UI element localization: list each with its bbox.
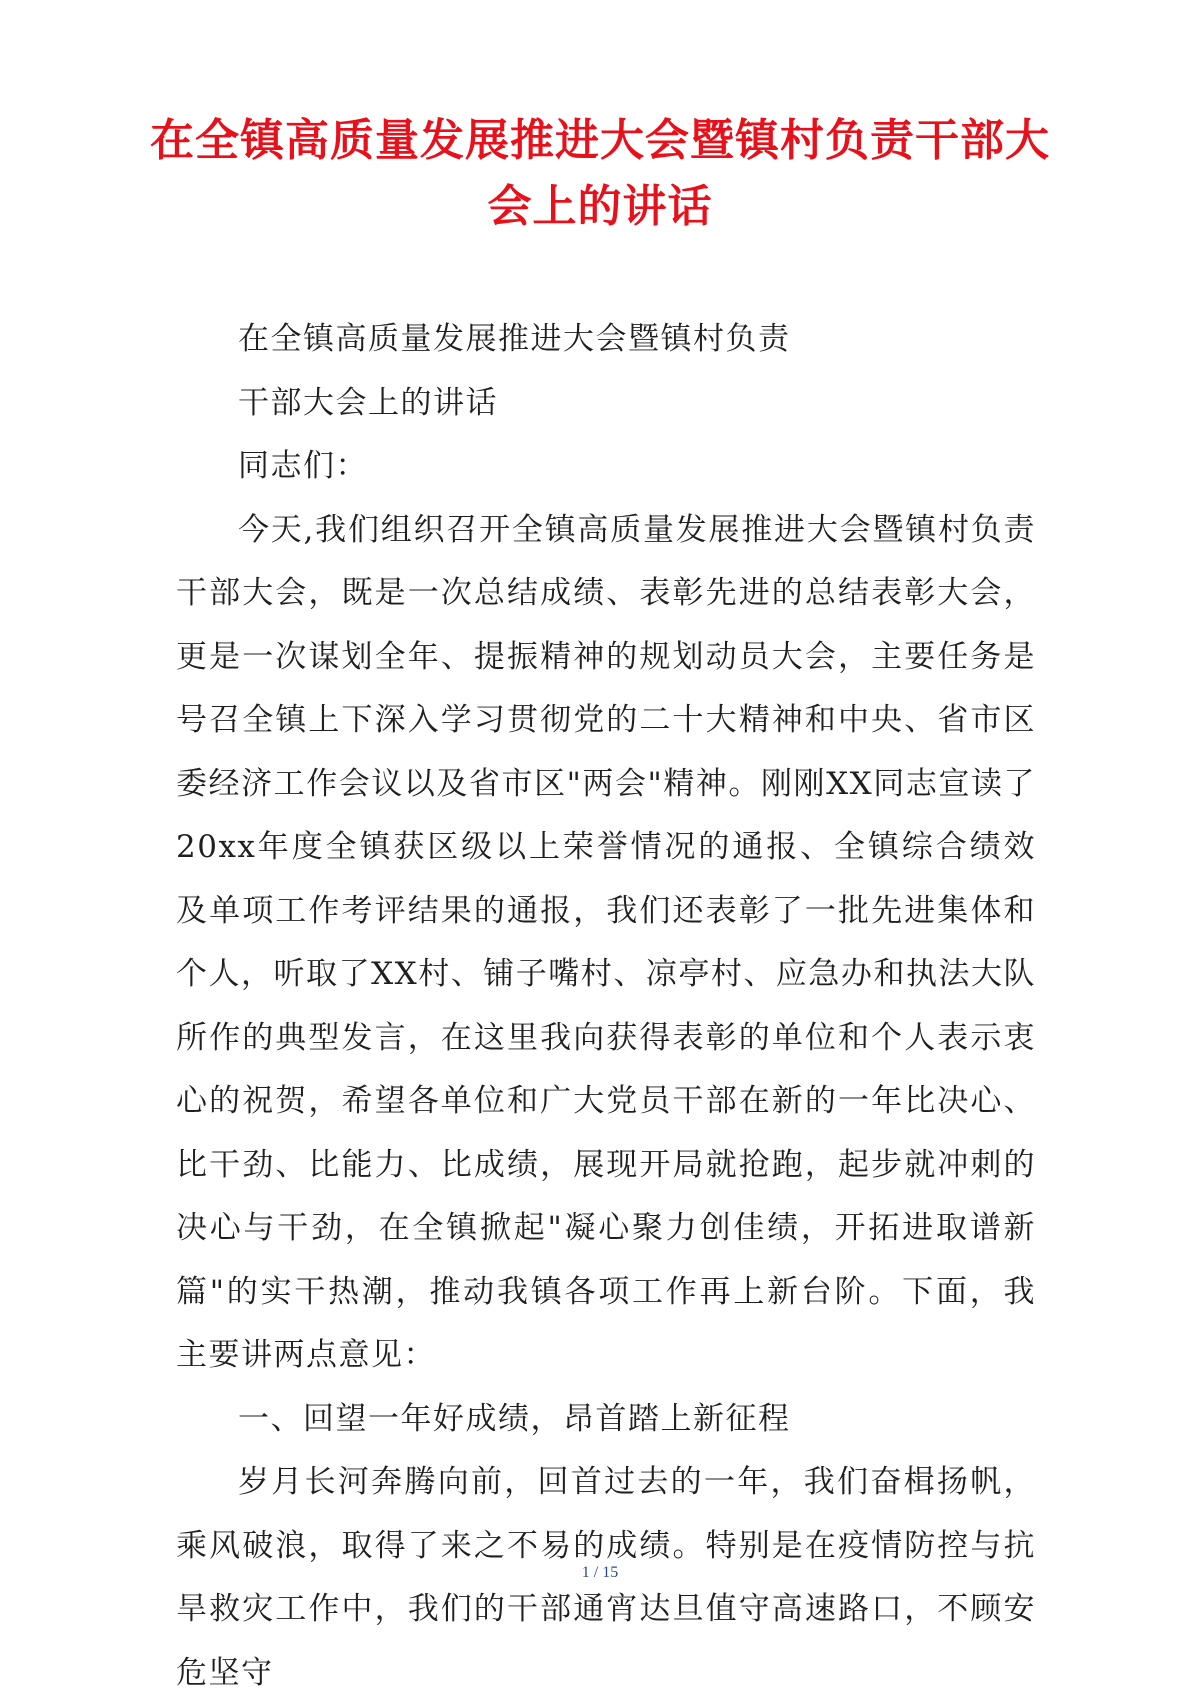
body-paragraph: 在全镇高质量发展推进大会暨镇村负责 <box>238 321 791 357</box>
body-paragraph: 今天,我们组织召开全镇高质量发展推进大会暨镇村负责干部大会，既是一次总结成绩、表彰先进的总结表彰大会，更是一次谋划全年、提振精神的规划动员大会，主要任务是号召全镇上下深入学习贯彻党的二十大精神和中央、省市区委经济工作会议以及省市区"两会"精神。刚刚XX同志宣读了20xx年度全镇获区级以上荣誉情况的通报、全镇综合绩效及单项工作考评结果的通报，我们还表彰了一批先进集体和个人，听取了XX村、铺子嘴村、凉亭村、应急办和执法大队所作的典型发言，在这里我向获得表彰的单位和个人表示衷心的祝贺，希望各单位和广大党员干部在新的一年比决心、比干劲、比能力、比成绩，展现开局就抢跑，起步就冲刺的决心与干劲，在全镇掀起"凝心聚力创佳绩，开拓进取谱新篇"的实干热潮，推动我镇各项工作再上新台阶。下面，我主要讲两点意见： <box>176 511 1036 1373</box>
salutation: 同志们： <box>238 448 368 484</box>
document-body <box>176 308 1036 1705</box>
body-paragraph: 干部大会上的讲话 <box>238 384 498 421</box>
section-heading: 一、回望一年好成绩，昂首踏上新征程 <box>238 1400 791 1437</box>
document-title: 在全镇高质量发展推进大会暨镇村负责干部大会上的讲话 <box>150 115 1050 232</box>
body-paragraph: 岁月长河奔腾向前，回首过去的一年，我们奋楫扬帆，乘风破浪，取得了来之不易的成绩。特别是在疫情防控与抗旱救灾工作中，我们的干部通宵达旦值守高速路口，不顾安危坚守 <box>176 1464 1036 1691</box>
page-number: 1 / 15 <box>581 1564 619 1581</box>
